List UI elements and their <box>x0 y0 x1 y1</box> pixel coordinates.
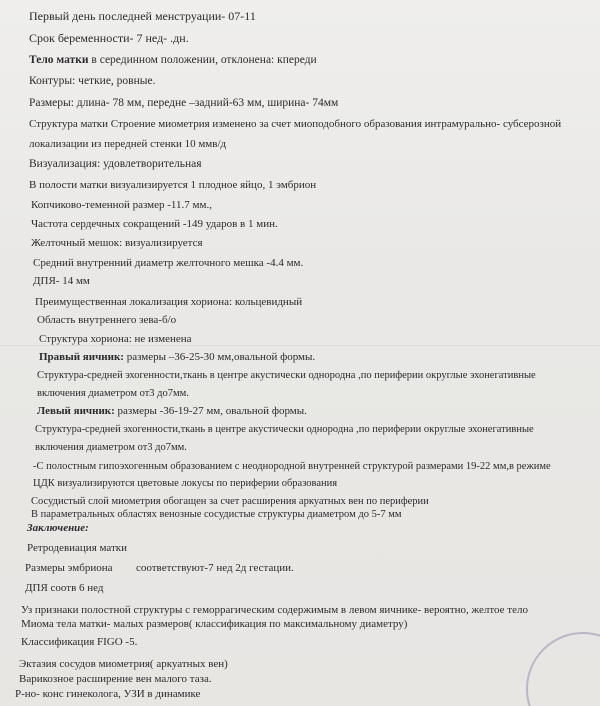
uterus-structure-line: Структура матки Строение миометрия изменено за счет миоподобного образования интрамурально- субсерозной <box>29 118 562 130</box>
right-ovary-line <box>39 350 315 364</box>
crl-line: Копчиково-теменной размер -11.7 мм., <box>31 199 212 211</box>
recommendation-line: Р-но- конс гинеколога, УЗИ в динамике <box>15 688 201 700</box>
pregnancy-term-line: Срок беременности- 7 нед- .дн. <box>29 31 189 45</box>
contours-line: Контуры: четкие, ровные. <box>29 75 156 87</box>
left-ovary-line <box>37 404 307 418</box>
conclusion-heading: Заключение: <box>27 522 89 534</box>
last-period-line: Первый день последней менструации- 07-11 <box>29 9 256 23</box>
left-ovary-structure-line: Структура-средней эхогенности,ткань в центре акустически однородна ,по периферии округлые эхонегативные <box>35 424 534 435</box>
myometrium-vessels-line: Сосудистый слой миометрия обогащен за счет расширения аркуатных вен по периферии <box>31 496 429 507</box>
yolk-sac-diameter-line: Средний внутренний диаметр желточного мешка -4.4 мм. <box>33 257 304 269</box>
hemorrhagic-structure-line: Уз признаки полостной структуры с геморрагическим содержимым в левом яичнике- вероятно, желтое тело <box>21 604 528 616</box>
yolk-sac-line: Желточный мешок: визуализируется <box>31 237 203 249</box>
uterus-position-line <box>29 53 317 67</box>
left-ovary-heading: Левый яичник: <box>37 405 115 417</box>
gestation-sac-line: В полости матки визуализируется 1 плодное яйцо, 1 эмбрион <box>29 179 317 191</box>
uterus-size-line: Размеры: длина- 78 мм, передне –задний-63 мм, ширина- 74мм <box>29 97 339 109</box>
right-ovary-heading: Правый яичник: <box>39 351 124 363</box>
right-ovary-size: размеры –36-25-30 мм,овальной формы. <box>126 351 316 363</box>
cavity-formation-line: -С полостным гипоэхогенным образованием с неоднородной внутренней структурой размерами 19-22 мм,в режиме <box>33 461 551 472</box>
msd-conclusion-line: ДПЯ соотв 6 нед <box>25 582 104 594</box>
stamp-seal <box>526 632 600 706</box>
uterus-heading: Тело матки <box>29 54 89 66</box>
visualization-line: Визуализация: удовлетворительная <box>29 158 202 170</box>
right-ovary-inclusions-line: включения диаметром от3 до7мм. <box>37 388 189 399</box>
embryo-size-line <box>25 561 294 575</box>
embryo-size-label: Размеры эмбриона <box>25 562 113 574</box>
uterus-structure-cont-line: локализации из передней стенки 10 ммв/д <box>29 138 227 150</box>
right-ovary-structure-line: Структура-средней эхогенности,ткань в центре акустически однородна ,по периферии округлые эхонегативные <box>37 370 536 381</box>
ectasia-line: Эктазия сосудов миометрия( аркуатных вен) <box>19 658 228 670</box>
chorion-structure-line: Структура хориона: не изменена <box>39 333 192 345</box>
embryo-size-value: соответствуют-7 нед 2д гестации. <box>136 562 294 574</box>
cdk-line: ЦДК визуализируются цветовые локусы по периферии образования <box>33 478 338 489</box>
heart-rate-line: Частота сердечных сокращений -149 ударов в 1 мин. <box>31 218 278 230</box>
msd-line: ДПЯ- 14 мм <box>33 275 90 287</box>
myoma-line: Миома тела матки- малых размеров( классификация по максимальному диаметру) <box>21 618 408 630</box>
left-ovary-size: размеры -36-19-27 мм, овальной формы. <box>117 405 307 417</box>
retrodeviation-line: Ретродевиация матки <box>27 542 128 554</box>
varicose-line: Варикозное расширение вен малого таза. <box>19 673 212 685</box>
internal-os-line: Область внутреннего зева-б/о <box>37 314 177 326</box>
parametrial-veins-line: В параметральных областях венозные сосудистые структуры диаметром до 5-7 мм <box>31 509 402 520</box>
left-ovary-inclusions-line: включения диаметром от3 до7мм. <box>35 442 187 453</box>
figo-line: Классификация FIGO -5. <box>21 636 138 648</box>
chorion-localization-line: Преимущественная локализация хориона: кольцевидный <box>35 296 303 308</box>
uterus-position-text: в серединном положении, отклонена: кпереди <box>91 54 317 66</box>
